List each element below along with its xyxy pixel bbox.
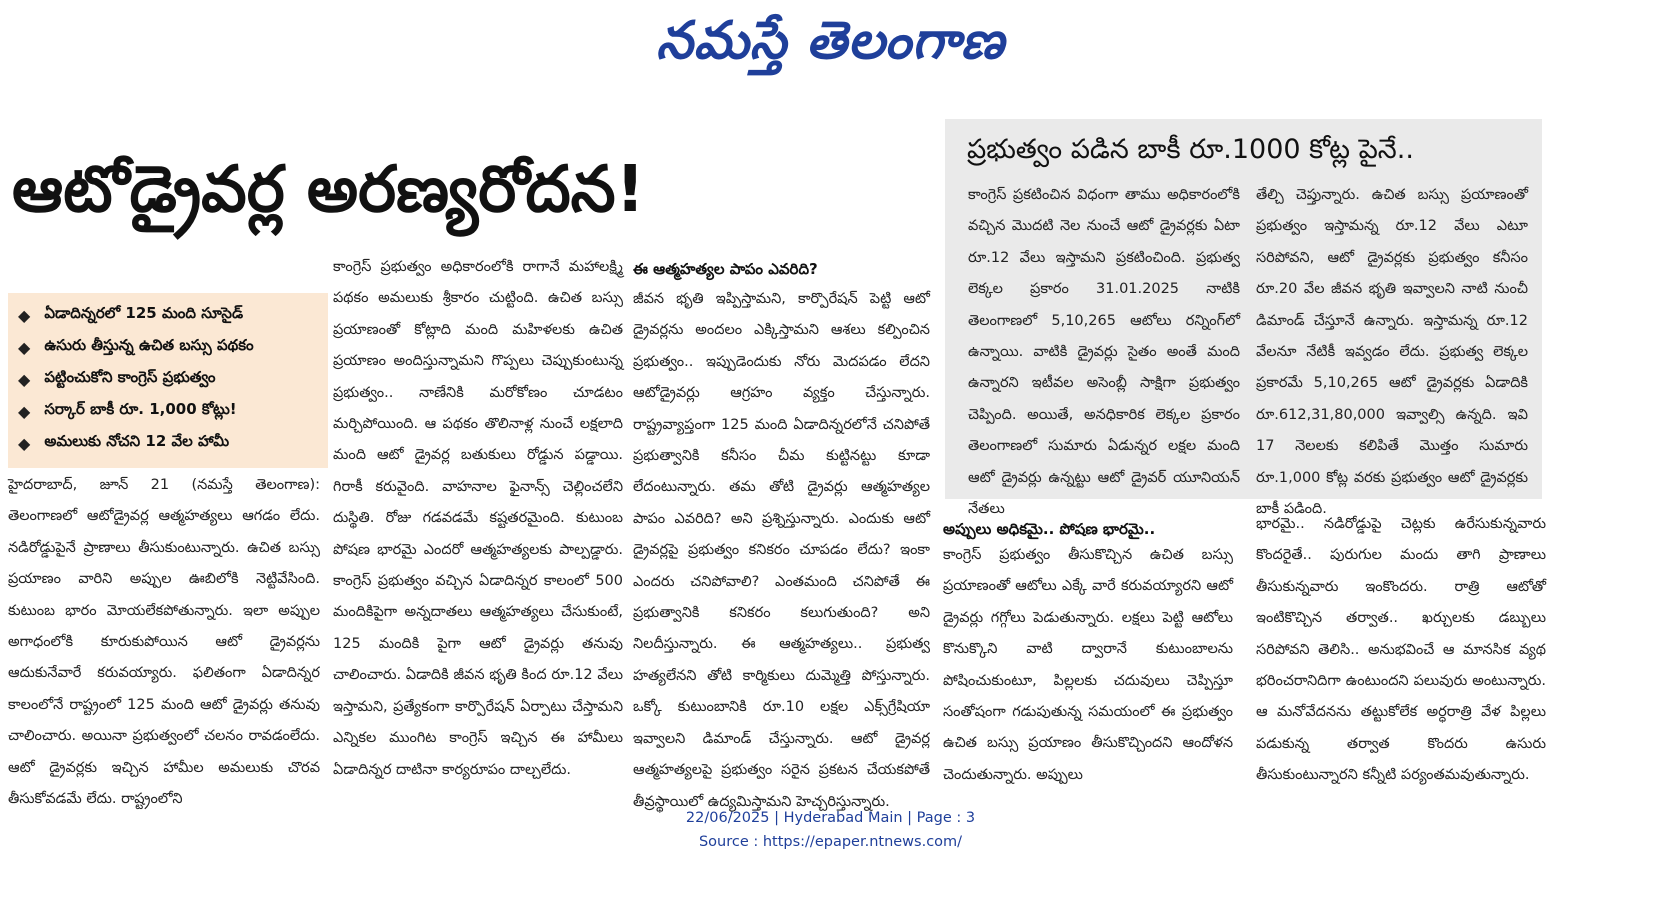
article-text: కాంగ్రెస్ ప్రభుత్వం తీసుకొచ్చిన ఉచిత బస్సు ప్రయాణంతో ఆటోలు ఎక్కే వారే కరువయ్యారని ఆటో డ్రైవర్లు గగ్గోలు పెడుతున్నారు. లక్షలు పెట్టి ఆటోలు కొనుక్కొని వాటి ద్వారానే కుటుంబాలను పోషించుకుంటూ, పిల్లలకు చదువులు చెప్పిస్తూ సంతోషంగా గడుపుతున్న సమయంలో ఈ ప్రభుత్వం ఉచిత బస్సు ప్రయాణం తీసుకొచ్చిందని ఆందోళన చెందుతున్నారు. అప్పులు xyxy=(943,547,1233,783)
sidebar-box-title: ప్రభుత్వం పడిన బాకీ రూ.1000 కోట్ల పైనే.. xyxy=(967,134,1414,165)
article-column-3 xyxy=(633,284,930,810)
bullet-icon: ◆ xyxy=(18,369,31,389)
bullet-icon: ◆ xyxy=(18,305,31,325)
masthead-logo: నమస్తే తెలంగాణ xyxy=(656,11,1005,71)
article-column-4 xyxy=(943,540,1233,790)
highlight-text: పట్టించుకోని కాంగ్రెస్ ప్రభుత్వం xyxy=(44,368,216,386)
article-column-2 xyxy=(333,252,623,790)
highlight-text: ఉసురు తీస్తున్న ఉచిత బస్సు పథకం xyxy=(44,336,254,354)
article-text: జీవన భృతి ఇప్పిస్తామని, కార్పొరేషన్ పెట్టి ఆటో డ్రైవర్లను అందలం ఎక్కిస్తామని ఆశలు కల్పించిన ప్రభుత్వం.. ఇప్పుడెందుకు నోరు మెదపడం లేదని ఆటోడ్రైవర్లు ఆగ్రహం వ్యక్తం చేస్తున్నారు. రాష్ట్రవ్యాప్తంగా 125 మంది ఏడాదిన్నరలోనే చనిపోతే ప్రభుత్వానికి కనీసం చీమ కుట్టినట్టు కూడా లేదంటున్నారు. తమ తోటి డ్రైవర్లు ఆత్మహత్యల పాపం ఎవరిది? అని ప్రశ్నిస్తున్నారు. ఎందుకు ఆటో డ్రైవర్లపై ప్రభుత్వం కనికరం చూపడం లేదు? ఇంకా ఎందరు చనిపోవాలి? ఎంతమంది చనిపోతే ఈ ప్రభుత్వానికి కనికరం కలుగుతుంది? అని నిలదీస్తున్నారు. ఈ ఆత్మహత్యలు.. ప్రభుత్వ హత్యలేనని తోటి కార్మికులు దుమ్మెత్తి పోస్తున్నారు. ఒక్కో కుటుంబానికి రూ.10 లక్షల ఎక్స్‌గ్రేషియా ఇవ్వాలని డిమాండ్ చేస్తున్నారు. ఆటో డ్రైవర్ల ఆత్మహత్యలపై ప్రభుత్వం సరైన ప్రకటన చేయకపోతే తీవ్రస్థాయిలో ఉద్యమిస్తామని హెచ్చరిస్తున్నారు. xyxy=(633,291,930,810)
bullet-icon: ◆ xyxy=(18,337,31,357)
sidebar-text: తేల్చి చెప్తున్నారు. ఉచిత బస్సు ప్రయాణంతో ప్రభుత్వం ఇస్తామన్న రూ.12 వేలు ఎటూ సరిపోవని, ఆటో డ్రైవర్లకు ప్రభుత్వం కనీసం రూ.20 వేల జీవన భృతి ఇవ్వాలని నాటి నుంచీ డిమాండ్ చేస్తూనే ఉన్నారు. ఇస్తామన్న రూ.12 వేలనూ నేటికీ ఇవ్వడం లేదు. ప్రభుత్వ లెక్కల ప్రకారమే 5,10,265 ఆటో డ్రైవర్లకు ఏడాదికి రూ.612,31,80,000 ఇవ్వాల్సి ఉన్నది. ఇవి 17 నెలలకు కలిపితే మొత్తం సుమారు రూ.1,000 కోట్ల వరకు ప్రభుత్వం ఆటో డ్రైవర్లకు బాకీ పడింది. xyxy=(1256,187,1528,518)
sidebar-column-1 xyxy=(968,180,1240,518)
subheading: ఈ ఆత్మహత్యల పాపం ఎవరిది? xyxy=(633,260,818,278)
article-column-1 xyxy=(8,470,320,808)
highlight-text: అమలుకు నోచని 12 వేల హామీ xyxy=(44,432,230,450)
article-text: కాంగ్రెస్ ప్రభుత్వం అధికారంలోకి రాగానే మహాలక్ష్మి పథకం అమలుకు శ్రీకారం చుట్టింది. ఉచిత బస్సు ప్రయాణంతో కోట్లాది మంది మహిళలకు ఉచిత ప్రయాణం అందిస్తున్నామని గొప్పలు చెప్పుకుంటున్న ప్రభుత్వం.. నాణేనికి మరోకోణం చూడటం మర్చిపోయింది. ఆ పథకం తొలినాళ్ల నుంచే లక్షలాది మంది ఆటో డ్రైవర్ల బతుకులు రోడ్డున పడ్డాయి. గిరాకీ కరువైంది. వాహనాల ఫైనాన్స్ చెల్లించలేని దుస్థితి. రోజు గడవడమే కష్టతరమైంది. కుటుంబ పోషణ భారమై ఎందరో ఆత్మహత్యలకు పాల్పడ్డారు. కాంగ్రెస్ ప్రభుత్వం వచ్చిన ఏడాదిన్నర కాలంలో 500 మందికిపైగా అన్నదాతలు ఆత్మహత్యలు చేసుకుంటే, 125 మందికి పైగా ఆటో డ్రైవర్లు తనువు చాలించారు. ఏడాదికి జీవన భృతి కింద రూ.12 వేలు ఇస్తామని, ప్రత్యేకంగా కార్పొరేషన్ ఏర్పాటు చేస్తామని ఎన్నికల ముంగిట కాంగ్రెస్ ఇచ్చిన ఈ హామీలు ఏడాదిన్నర దాటినా కార్యరూపం దాల్చలేదు. xyxy=(333,259,623,778)
highlight-item xyxy=(18,395,318,427)
footer-source-line: Source : https://epaper.ntnews.com/ xyxy=(698,834,963,850)
article-text: భారమై.. నడిరోడ్డుపై చెట్లకు ఉరేసుకున్నవారు కొందరైతే.. పురుగుల మందు తాగి ప్రాణాలు తీసుకున్నవారు ఇంకొందరు. రాత్రి ఆటోతో ఇంటికొచ్చిన తర్వాత.. ఖర్చులకు డబ్బులు సరిపోవని తెలిసి.. అనుభవించే ఆ మానసిక వ్యథ భరించరానిదిగా ఉంటుందని పలువురు అంటున్నారు. ఆ మనోవేదనను తట్టుకోలేక అర్ధరాత్రి వేళ పిల్లలు పడుకున్న తర్వాత కొందరు ఉసురు తీసుకుంటున్నారని కన్నీటి పర్యంతమవుతున్నారు. xyxy=(1256,516,1546,784)
sidebar-column-2 xyxy=(1256,180,1528,518)
article-text: హైదరాబాద్, జూన్ 21 (నమస్తే తెలంగాణ): తెలంగాణలో ఆటోడ్రైవర్ల ఆత్మహత్యలు ఆగడం లేదు. నడిరోడ్డుపైనే ప్రాణాలు తీసుకుంటున్నారు. ఉచిత బస్సు ప్రయాణం వారిని అప్పుల ఊబిలోకి నెట్టివేసింది. కుటుంబ భారం మోయలేకపోతున్నారు. ఇలా అప్పుల అగాధంలోకి కూరుకుపోయిన ఆటో డ్రైవర్లను ఆదుకునేవారే కరువయ్యారు. ఫలితంగా ఏడాదిన్నర కాలంలోనే రాష్ట్రంలో 125 మంది ఆటో డ్రైవర్లు తనువు చాలించారు. అయినా ప్రభుత్వంలో చలనం రావడంలేదు. ఆటో డ్రైవర్లకు ఇచ్చిన హామీల అమలుకు చొరవ తీసుకోవడమే లేదు. రాష్ట్రంలోని xyxy=(8,477,320,808)
highlight-text: సర్కార్ బాకీ రూ. 1,000 కోట్లు! xyxy=(44,400,237,418)
highlights-box xyxy=(8,293,328,468)
sidebar-text: కాంగ్రెస్ ప్రకటించిన విధంగా తాము అధికారంలోకి వచ్చిన మొదటి నెల నుంచే ఆటో డ్రైవర్లకు ఏటా రూ.12 వేలు ఇస్తామని ప్రకటించింది. ప్రభుత్వ లెక్కల ప్రకారం 31.01.2025 నాటికి తెలంగాణలో 5,10,265 ఆటోలు రన్నింగ్‌లో ఉన్నాయి. వాటికి డ్రైవర్లు సైతం అంతే మంది ఉన్నారని ఇటీవల అసెంబ్లీ సాక్షిగా ప్రభుత్వం చెప్పింది. అయితే, అనధికారిక లెక్కల ప్రకారం తెలంగాణలో సుమారు ఏడున్నర లక్షల మంది ఆటో డ్రైవర్లు ఉన్నట్టు ఆటో డ్రైవర్ యూనియన్ నేతలు xyxy=(968,187,1240,518)
bullet-icon: ◆ xyxy=(18,401,31,421)
highlight-item xyxy=(18,363,318,395)
bullet-icon: ◆ xyxy=(18,433,31,453)
highlight-text: ఏడాదిన్నరలో 125 మంది సూసైడ్ xyxy=(44,304,244,322)
headline: ఆటోడ్రైవర్ల అరణ్యరోదన! xyxy=(12,153,645,227)
footer-date-line: 22/06/2025 | Hyderabad Main | Page : 3 xyxy=(685,810,976,826)
subheading: అప్పులు అధికమై.. పోషణ భారమై.. xyxy=(943,520,1156,538)
article-column-5 xyxy=(1256,509,1546,790)
highlight-item xyxy=(18,427,318,459)
highlight-item xyxy=(18,299,318,331)
highlight-item xyxy=(18,331,318,363)
